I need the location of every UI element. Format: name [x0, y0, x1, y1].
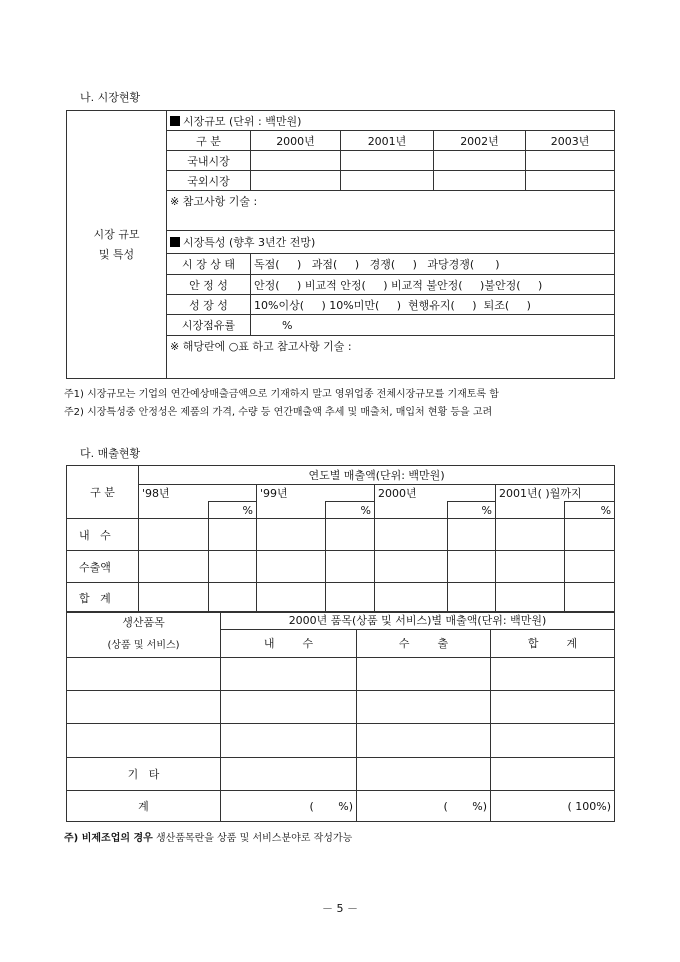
total-value[interactable]: ( %) — [221, 791, 357, 822]
input-cell[interactable] — [565, 583, 615, 613]
row-label: 시장점유률 — [167, 315, 251, 336]
market-size-header: 시장규모 (단위 : 백만원) — [167, 111, 615, 131]
square-bullet-icon — [170, 116, 180, 126]
square-bullet-icon — [170, 237, 180, 247]
input-cell[interactable] — [448, 551, 496, 583]
char-options[interactable]: 독점( ) 과점( ) 경쟁( ) 과당경쟁( ) — [251, 254, 615, 275]
page-number: － 5 － — [322, 902, 358, 915]
input-cell[interactable] — [341, 151, 434, 171]
year-label: 2000년 — [375, 485, 496, 502]
input-cell[interactable] — [526, 151, 615, 171]
input-cell[interactable] — [251, 151, 341, 171]
input-cell[interactable] — [221, 658, 357, 691]
row-label: 국내시장 — [167, 151, 251, 171]
input-cell[interactable] — [565, 519, 615, 551]
product-sales-table — [66, 611, 615, 822]
year-label: '98년 — [139, 485, 257, 502]
input-cell[interactable] — [139, 519, 209, 551]
footnote: 주) 비제조업의 경우 생산품목란을 상품 및 서비스분야로 작성가능 — [64, 833, 353, 844]
input-cell[interactable] — [448, 519, 496, 551]
input-cell[interactable] — [67, 691, 221, 724]
input-cell[interactable] — [357, 758, 491, 791]
percent-label: % — [209, 502, 257, 519]
input-cell[interactable] — [326, 551, 375, 583]
input-cell[interactable] — [221, 724, 357, 758]
input-cell[interactable] — [139, 551, 209, 583]
row-label: 수출액 — [67, 551, 139, 583]
row-label: 국외시장 — [167, 171, 251, 191]
input-cell[interactable] — [357, 658, 491, 691]
percent-label: % — [565, 502, 615, 519]
column-header: 구 분 — [167, 131, 251, 151]
market-table — [66, 110, 615, 379]
char-options[interactable]: 안정( ) 비교적 안정( ) 비교적 불안정( )불안정( ) — [251, 275, 615, 295]
input-cell[interactable] — [357, 724, 491, 758]
input-cell[interactable] — [209, 551, 257, 583]
total-label: 계 — [67, 791, 221, 822]
column-header: 수 출 — [357, 629, 491, 657]
footnote: 주2) 시장특성중 안정성은 제품의 가격, 수량 등 연간매출액 추세 및 매출처, 매입처 현황 등을 고려 — [64, 407, 493, 418]
product-sales-header: 2000년 품목(상품 및 서비스)별 매출액(단위: 백만원) — [221, 612, 615, 630]
column-header: 내 수 — [221, 629, 357, 657]
row-label: 시 장 상 태 — [167, 254, 251, 275]
input-cell[interactable] — [491, 758, 615, 791]
input-cell[interactable] — [434, 171, 526, 191]
row-label: 안 정 성 — [167, 275, 251, 295]
row-label: 성 장 성 — [167, 295, 251, 315]
year-header: 연도별 매출액(단위: 백만원) — [139, 466, 615, 485]
other-label: 기 타 — [67, 758, 221, 791]
size-note-field[interactable]: ※ 참고사항 기술 : — [167, 191, 615, 231]
input-cell[interactable] — [496, 583, 565, 613]
input-cell[interactable] — [357, 691, 491, 724]
market-share-field[interactable]: % — [251, 315, 615, 336]
input-cell[interactable] — [221, 691, 357, 724]
input-cell[interactable] — [434, 151, 526, 171]
total-value[interactable]: ( 100%) — [491, 791, 615, 822]
input-cell[interactable] — [375, 551, 448, 583]
input-cell[interactable] — [139, 583, 209, 613]
input-cell[interactable] — [491, 658, 615, 691]
column-header: 2003년 — [526, 131, 615, 151]
input-cell[interactable] — [526, 171, 615, 191]
input-cell[interactable] — [491, 691, 615, 724]
percent-label: % — [326, 502, 375, 519]
input-cell[interactable] — [565, 551, 615, 583]
product-header: 생산품목 (상품 및 서비스) — [67, 612, 221, 658]
percent-label: % — [448, 502, 496, 519]
year-label: 2001년( )월까지 — [496, 485, 615, 502]
input-cell[interactable] — [67, 724, 221, 758]
input-cell[interactable] — [375, 519, 448, 551]
input-cell[interactable] — [221, 758, 357, 791]
input-cell[interactable] — [496, 519, 565, 551]
input-cell[interactable] — [491, 724, 615, 758]
row-header: 구 분 — [67, 466, 139, 519]
row-label: 내 수 — [67, 519, 139, 551]
row-label: 합 계 — [67, 583, 139, 613]
market-section-title: 나. 시장현황 — [80, 91, 141, 104]
column-header: 합 계 — [491, 629, 615, 657]
input-cell[interactable] — [257, 583, 326, 613]
sales-table — [66, 465, 615, 613]
char-options[interactable]: 10%이상( ) 10%미만( ) 현행유지( ) 퇴조( ) — [251, 295, 615, 315]
input-cell[interactable] — [67, 658, 221, 691]
footnote: 주1) 시장규모는 기업의 연간예상매출금액으로 기재하지 말고 영위업종 전체시장규모를 기재토록 함 — [64, 389, 499, 400]
market-side-label: 시장 규모 및 특성 — [67, 111, 167, 379]
sales-section-title: 다. 매출현황 — [80, 447, 141, 460]
input-cell[interactable] — [209, 583, 257, 613]
column-header: 2000년 — [251, 131, 341, 151]
input-cell[interactable] — [209, 519, 257, 551]
char-note-field[interactable]: ※ 해당란에 ○표 하고 참고사항 기술 : — [167, 336, 615, 379]
input-cell[interactable] — [341, 171, 434, 191]
input-cell[interactable] — [257, 551, 326, 583]
column-header: 2002년 — [434, 131, 526, 151]
column-header: 2001년 — [341, 131, 434, 151]
input-cell[interactable] — [326, 519, 375, 551]
input-cell[interactable] — [326, 583, 375, 613]
input-cell[interactable] — [496, 551, 565, 583]
input-cell[interactable] — [257, 519, 326, 551]
total-value[interactable]: ( %) — [357, 791, 491, 822]
input-cell[interactable] — [375, 583, 448, 613]
year-label: '99년 — [257, 485, 375, 502]
market-char-header: 시장특성 (향후 3년간 전망) — [167, 231, 615, 254]
input-cell[interactable] — [251, 171, 341, 191]
input-cell[interactable] — [448, 583, 496, 613]
